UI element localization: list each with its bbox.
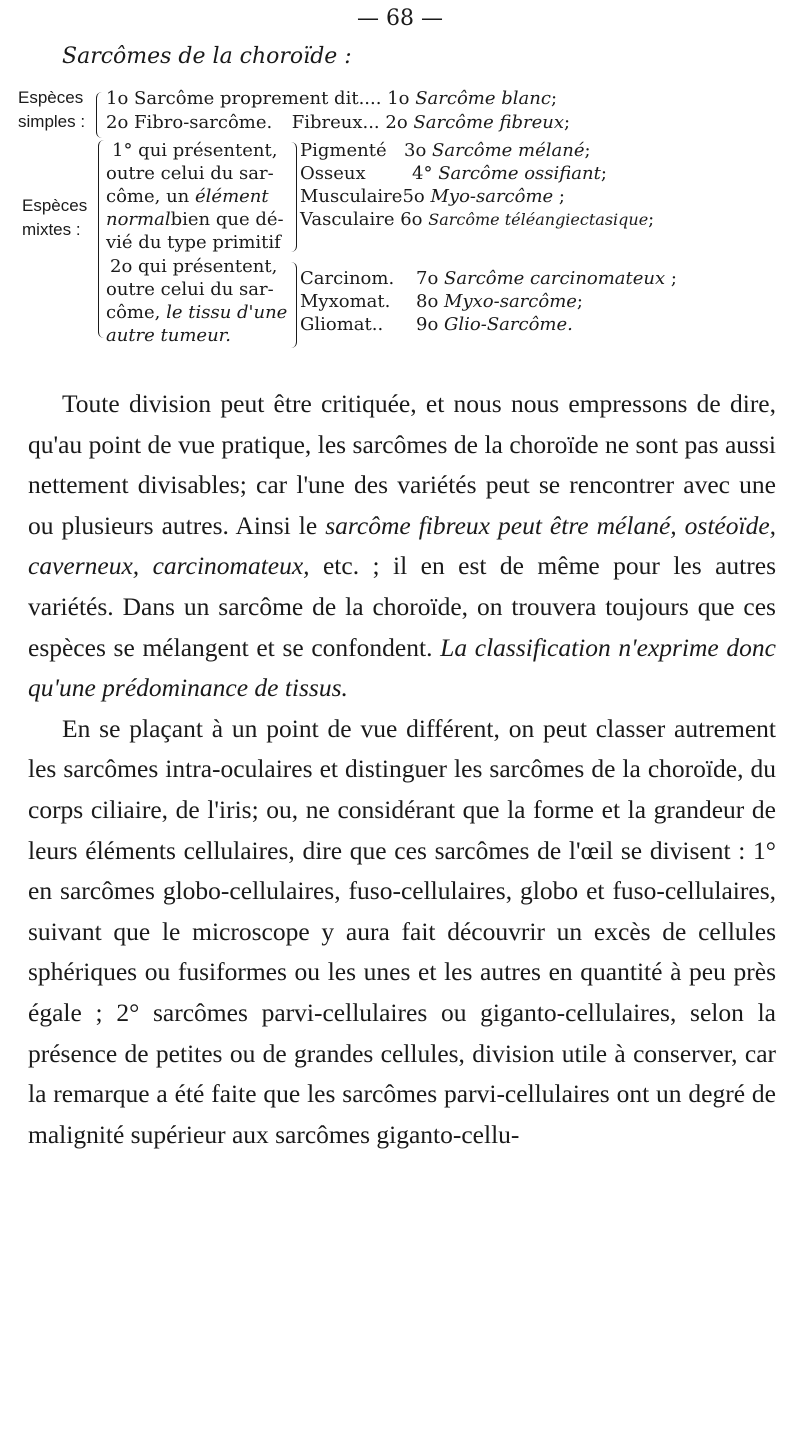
simple-row-1-num: 1o [387, 88, 410, 109]
group1-brace [290, 142, 297, 252]
group1-row-2: Osseux 4° Sarcôme ossifiant; [300, 163, 607, 184]
group1-line-1: 1° qui présentent, [112, 140, 278, 161]
mixed-species-label: Espèces [22, 196, 88, 215]
group2-line-3: côme, le tissu d'une [106, 302, 288, 323]
mixed-brace [98, 140, 105, 338]
simple-species-label: Espèces [18, 88, 84, 107]
simple-row-1-name: Sarcôme blanc [415, 88, 551, 109]
group2-line-1: 2o qui présentent, [110, 256, 278, 277]
group2-row-1: Carcinom. 7o Sarcôme carcinomateux ; [300, 268, 677, 289]
simple-row-2-mid: Fibreux... [291, 112, 380, 133]
group1-row-4: Vasculaire 6o Sarcôme téléangiectasique; [300, 209, 655, 230]
simple-row-2: 2o Fibro-sarcôme. Fibreux... 2o Sarcôme fibreux; [106, 112, 571, 133]
simple-row-2-name: Sarcôme fibreux [413, 112, 564, 133]
group2-line-4: autre tumeur. [106, 325, 232, 346]
page-number: — 68 — [357, 6, 443, 31]
mixed-species-label-2: mixtes : [22, 220, 81, 239]
group1-line-4: normalbien que dé- [106, 209, 284, 230]
section-title: Sarcômes de la choroïde : [62, 44, 352, 69]
paragraph-1: Toute division peut être critiquée, et nous nous empressons de dire, qu'au point de vue pratique, les sarcômes de la choroïde ne sont pas aussi nettement divisables; car l'une des variétés peut se rencontrer avec une ou plusieurs autres. Ainsi le sarcôme fibreux peut être mélané, ostéoïde, caverneux, carcinomateux, etc. ; il en est de même pour les autres variétés. Dans un sarcôme de la choroïde, on trouvera toujours que ces espèces se mélangent et se confondent. La classification n'exprime donc qu'une prédominance de tissus. [28, 389, 777, 703]
body-text [28, 384, 776, 1155]
group2-row-3: Gliomat.. 9o Glio-Sarcôme. [300, 314, 573, 335]
group2-brace [290, 262, 297, 348]
group1-line-5: vié du type primitif [106, 232, 281, 253]
paragraph-2: En se plaçant à un point de vue différent, on peut classer autrement les sarcômes intra-oculaires et distinguer les sarcômes de la choroïde, du corps ciliaire, de l'iris; ou, ne considérant que la forme et la grandeur de leurs éléments cellulaires, dire que ces sarcômes de l'œil se divisent : 1° en sarcômes globo-cellulaires, fuso-cellulaires, globo et fuso-cellulaires, suivant que le microscope y aura fait découvrir un excès de cellules sphériques ou fusiformes ou les unes et les autres en quantité à peu près égale ; 2° sarcômes parvi-cellulaires ou giganto-cellulaires, selon la présence de petites ou de grandes cellules, division utile à conserver, car la remarque a été faite que les sarcômes parvi-cellulaires ont un degré de malignité supérieur aux sarcômes giganto-cellu- [28, 713, 776, 1149]
simple-row-1-left: 1o Sarcôme proprement dit.... [106, 88, 382, 109]
group2-row-2: Myxomat. 8o Myxo-sarcôme; [300, 291, 583, 312]
simple-species-label-2: simples : [18, 112, 86, 131]
group1-row-3: Musculaire5o Myo-sarcôme ; [300, 186, 565, 207]
group1-row-1: Pigmenté 3o Sarcôme mélané; [300, 140, 591, 161]
group2-line-2: outre celui du sar- [106, 279, 274, 300]
simple-row-2-left: 2o Fibro-sarcôme. [106, 112, 273, 133]
simple-row-2-num: 2o [385, 112, 408, 133]
simple-brace [96, 92, 103, 138]
group1-line-3: côme, un élément [106, 186, 269, 207]
simple-row-1: 1o Sarcôme proprement dit.... 1o Sarcôme blanc; [106, 88, 558, 109]
group1-line-2: outre celui du sar- [106, 163, 274, 184]
